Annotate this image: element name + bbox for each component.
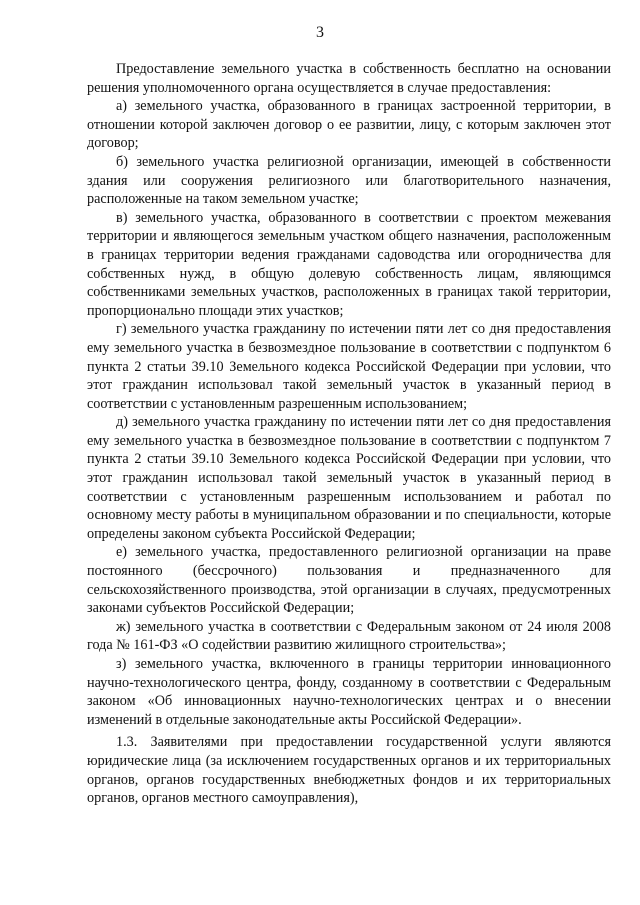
paragraph-item-v: в) земельного участка, образованного в соответствии с проектом межевания территории и являющегося земельным участком общего назначения, расположенным в границах территории ведения гражданами садоводства или огородничества для собственных нужд, в общую долевую собственность лицам, являющимся собственниками земельных участков, расположенных в границах такой территории, пропорционально площади этих участков; (87, 209, 611, 319)
paragraph-item-e: е) земельного участка, предоставленного религиозной организации на праве постоянного (бессрочного) пользования и предназначенного для сельскохозяйственного производства, этой организации в случаях, предусмотренных законами субъектов Российской Федерации; (87, 544, 611, 617)
paragraph-item-z: з) земельного участка, включенного в границы территории инновационного научно-технологического центра, фонду, созданному в соответствии с Федеральным законом «Об инновационных научно-технологических центрах и о внесении изменений в отдельные законодательные акты Российской Федерации». (87, 656, 611, 728)
page-number: 3 (316, 24, 324, 41)
paragraph-item-b: б) земельного участка религиозной организации, имеющей в собственности здания или сооружения религиозного или благотворительного назначения, расположенные на таком земельном участке; (87, 153, 611, 208)
paragraph-item-a: а) земельного участка, образованного в границах застроенной территории, в отношении которой заключен договор о ее развитии, лицу, с которым заключен этот договор; (87, 98, 611, 152)
paragraph-item-d: д) земельного участка гражданину по истечении пяти лет со дня предоставления ему земельного участка в безвозмездное пользование в соответствии с подпунктом 7 пункта 2 статьи 39.10 Земельного кодекса Российской Федерации при условии, что этот гражданин использовал такой земельный участок в указанный период в соответствии с установленным разрешенным использованием и работал по основному месту работы в муниципальном образовании и по специальности, которые определены законом субъекта Российской Федерации; (87, 414, 611, 542)
paragraph-intro: Предоставление земельного участка в собственность бесплатно на основании решения уполномоченного органа осуществляется в случае предоставления: (87, 61, 611, 96)
paragraph-item-zh: ж) земельного участка в соответствии с Федеральным законом от 24 июля 2008 года № 161-ФЗ «О содействии развитию жилищного строительства»; (87, 618, 611, 654)
paragraph-section-1-3: 1.3. Заявителями при предоставлении государственной услуги являются юридические лица (за исключением государственных органов и их территориальных органов, органов государственных внебюджетных фондов и их территориальных органов, органов местного самоуправления), (87, 734, 611, 807)
paragraph-item-g: г) земельного участка гражданину по истечении пяти лет со дня предоставления ему земельного участка в безвозмездное пользование в соответствии с подпунктом 6 пункта 2 статьи 39.10 Земельного кодекса Российской Федерации при условии, что этот гражданин использовал такой земельный участок в указанный период в соответствии с установленным разрешенным использованием; (87, 321, 611, 412)
document-body (87, 60, 611, 808)
